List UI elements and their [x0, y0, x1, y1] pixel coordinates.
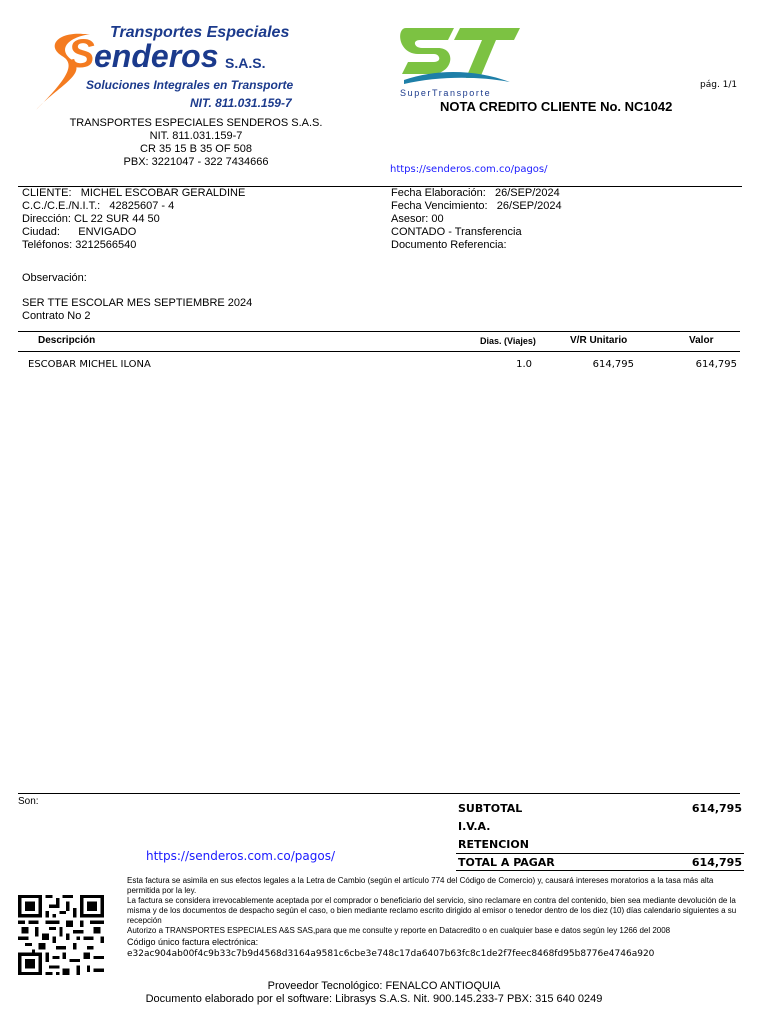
total-line: [456, 853, 744, 854]
provider-line2: Documento elaborado por el software: Librasys S.A.S. Nit. 900.145.233-7 PBX: 315 640 0249: [145, 993, 603, 1005]
cliente-label: CLIENTE:: [22, 187, 72, 199]
elab-value: 26/SEP/2024: [494, 187, 560, 199]
company-phone: PBX: 3221047 - 322 7434666: [123, 156, 269, 168]
subtotal-value: 614,795: [691, 802, 742, 815]
company-block: [46, 117, 346, 169]
page-number: pág. 1/1: [700, 80, 738, 90]
logo-suffix: S.A.S.: [225, 55, 266, 71]
logo-initial: S: [68, 32, 95, 76]
iva-label: I.V.A.: [458, 820, 491, 833]
row-desc: ESCOBAR MICHEL ILONA: [28, 359, 151, 370]
tel-value: 3212566540: [75, 239, 137, 251]
legal-p1: Esta factura se asimila en sus efectos legales a la Letra de Cambio (según el artículo 774 del Código de Comercio) y, causará intereses moratorios a la tasa más alta permitida por la ley.: [127, 876, 714, 895]
ciudad-value: ENVIGADO: [78, 226, 137, 238]
observation-label: Observación:: [22, 272, 87, 284]
ciudad-label: Ciudad:: [22, 226, 60, 238]
row-valor: 614,795: [695, 359, 737, 370]
supertransporte-logo: [398, 22, 524, 100]
st-caption: SuperTransporte: [400, 88, 492, 98]
total-bottom-line: [456, 870, 744, 871]
elab-label: Fecha Elaboración:: [391, 187, 486, 199]
legal-p3: Autorizo a TRANSPORTES ESPECIALES A&S SAS,para que me consulte y reporte en Datacredito o en cualquier base e datos según ley 1266 del 2008: [127, 926, 671, 935]
retencion-label: RETENCION: [458, 838, 529, 851]
company-address: CR 35 15 B 35 OF 508: [140, 143, 252, 155]
asesor: Asesor: 00: [391, 213, 444, 225]
qr-code: [18, 895, 104, 975]
tel-label: Teléfonos:: [22, 239, 73, 251]
venc-label: Fecha Vencimiento:: [391, 200, 488, 212]
subtotal-label: SUBTOTAL: [458, 802, 523, 815]
dates-block: [391, 187, 562, 252]
legal-block: [127, 876, 739, 960]
logo-word: enderos: [94, 38, 219, 74]
col-descripcion: Descripción: [38, 335, 96, 346]
observation-line2: Contrato No 2: [22, 310, 91, 322]
payment-method: CONTADO - Transferencia: [391, 226, 522, 238]
venc-value: 26/SEP/2024: [496, 200, 562, 212]
observation-line1: SER TTE ESCOLAR MES SEPTIEMBRE 2024: [22, 297, 253, 309]
col-dias: Dias. (Viajes): [480, 336, 536, 346]
row-dias: 1.0: [516, 359, 532, 370]
row-unit: 614,795: [592, 359, 634, 370]
client-block: [22, 187, 245, 252]
col-unitario: V/R Unitario: [570, 335, 628, 346]
nit-label: C.C./C.E./N.I.T.:: [22, 200, 101, 212]
son-label: Son:: [18, 796, 39, 807]
dir-label: Dirección:: [22, 213, 71, 225]
cufe-value: e32ac904ab00f4c9b33c7b9d4568d3164a9581c6cbe3e748c17da6407b63fc8c1de2f7feec8468fd95b8776e4746a920: [127, 949, 655, 959]
nit-value: 42825607 - 4: [109, 200, 175, 212]
legal-p2: La factura se considera irrevocablemente aceptada por el comprador o beneficiario del servicio, sino reclamare en contra del contenido, bien sea mediante devolución de la misma y de los documentos de despacho según el caso, o bien mediante reclamo escrito dirigido al emisor o tenedor dentro de los diez (10) días calendario siguientes a su recepción: [127, 896, 737, 925]
table-header: [18, 335, 740, 349]
doc-title: NOTA CREDITO CLIENTE No. NC1042: [440, 99, 673, 114]
logo-tagline: Soluciones Integrales en Transporte: [86, 78, 294, 92]
divider-bottom: [18, 793, 740, 794]
total-value: 614,795: [691, 856, 742, 869]
doc-reference: Documento Referencia:: [391, 239, 507, 251]
company-nit: NIT. 811.031.159-7: [149, 130, 243, 142]
cliente-value: MICHEL ESCOBAR GERALDINE: [80, 187, 246, 199]
st-mark: [398, 22, 524, 88]
payment-link-top[interactable]: https://senderos.com.co/pagos/: [390, 164, 548, 175]
dir-value: CL 22 SUR 44 50: [73, 213, 160, 225]
senderos-logo: [28, 22, 328, 114]
logo-line1: Transportes Especiales: [110, 24, 290, 41]
total-label: TOTAL A PAGAR: [458, 856, 555, 869]
col-valor: Valor: [689, 335, 714, 346]
provider-line1: Proveedor Tecnológico: FENALCO ANTIOQUIA: [267, 980, 501, 992]
table-row: [18, 359, 740, 373]
table-header-line: [18, 351, 740, 352]
logo-nit: NIT. 811.031.159-7: [190, 96, 292, 110]
cufe-label: Código único factura electrónica:: [127, 937, 259, 947]
company-name: TRANSPORTES ESPECIALES SENDEROS S.A.S.: [69, 117, 323, 129]
table-top-line: [18, 331, 740, 332]
payment-link-bottom[interactable]: https://senderos.com.co/pagos/: [146, 849, 335, 863]
